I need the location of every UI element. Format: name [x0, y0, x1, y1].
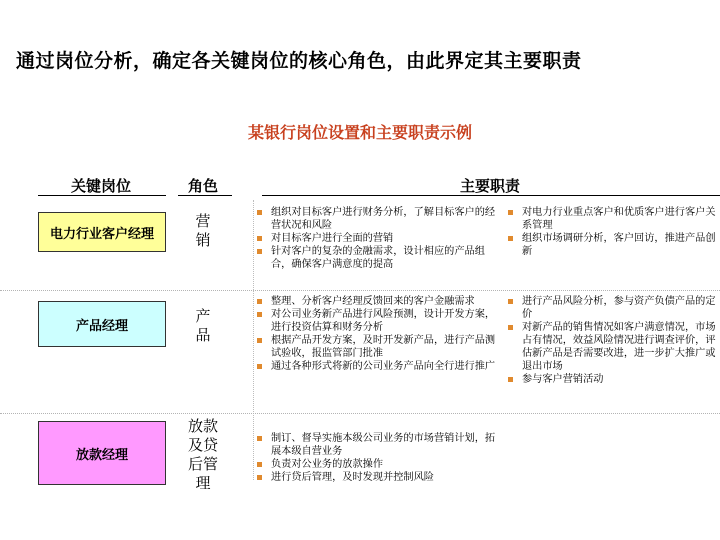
- duties-list-left: [257, 206, 503, 271]
- header-duties: 主要职责: [459, 177, 520, 195]
- list-item: 整理、分析客户经理反馈回来的客户金融需求: [257, 295, 503, 308]
- list-item: 进行贷后管理，及时发现并控制风险: [257, 471, 503, 484]
- bullet-icon: [257, 475, 262, 480]
- list-item: 组织对目标客户进行财务分析，了解目标客户的经营状况和风险: [257, 206, 503, 232]
- bullet-icon: [508, 299, 513, 304]
- bullet-icon: [257, 312, 262, 317]
- bullet-icon: [257, 462, 262, 467]
- bullet-icon: [257, 299, 262, 304]
- list-item: 根据产品开发方案，及时开发新产品，进行产品测试验收，报监管部门批准: [257, 334, 503, 360]
- bullet-icon: [257, 364, 262, 369]
- position-label: 产品经理: [75, 318, 128, 334]
- duties-list-right: [508, 206, 716, 258]
- list-item: 通过各种形式将新的公司业务产品向全行进行推广: [257, 360, 503, 373]
- bullet-icon: [508, 236, 513, 241]
- bullet-icon: [257, 210, 262, 215]
- position-label: 电力行业客户经理: [49, 226, 154, 242]
- position-box-loan-manager: [38, 421, 166, 485]
- list-item: 制订、督导实施本级公司业务的市场营销计划，拓展本级自营业务: [257, 432, 503, 458]
- duties-list-right: [508, 295, 716, 386]
- duties-list-left: [257, 432, 503, 484]
- header-position: 关键岗位: [70, 177, 131, 195]
- duties-list-left: [257, 295, 503, 373]
- header-duties-underline: [262, 195, 720, 196]
- list-item: 进行产品风险分析，参与资产负债产品的定价: [508, 295, 716, 321]
- table-title: 某银行岗位设置和主要职责示例: [247, 123, 472, 142]
- header-role-underline: [178, 195, 232, 196]
- list-item: 针对客户的复杂的金融需求，设计相应的产品组合，确保客户满意度的提高: [257, 245, 503, 271]
- bullet-icon: [508, 325, 513, 330]
- header-role: 角色: [187, 177, 218, 195]
- list-item: 组织市场调研分析，客户回访，推进产品创新: [508, 232, 716, 258]
- row-separator: [0, 290, 720, 291]
- row-separator: [0, 413, 720, 414]
- list-item: 参与客户营销活动: [508, 373, 716, 386]
- list-item: 负责对公业务的放款操作: [257, 458, 503, 471]
- bullet-icon: [508, 377, 513, 382]
- bullet-icon: [257, 236, 262, 241]
- list-item: 对新产品的销售情况如客户满意情况，市场占有情况，效益风险情况进行调查评价，评估新产品是否需要改进，进一步扩大推广或退出市场: [508, 321, 716, 373]
- position-label: 放款经理: [75, 447, 128, 463]
- list-item: 对目标客户进行全面的营销: [257, 232, 503, 245]
- position-box-electric-account-manager: [38, 212, 166, 252]
- list-item: 对电力行业重点客户和优质客户进行客户关系管理: [508, 206, 716, 232]
- role-label: 放款及贷后管理: [187, 417, 218, 492]
- page-title: 通过岗位分析，确定各关键岗位的核心角色，由此界定其主要职责: [16, 50, 582, 72]
- bullet-icon: [257, 436, 262, 441]
- list-item: 对公司业务新产品进行风险预测，设计开发方案，进行投资估算和财务分析: [257, 308, 503, 334]
- role-label: 营销: [195, 212, 211, 249]
- header-position-underline: [38, 195, 166, 196]
- bullet-icon: [257, 338, 262, 343]
- bullet-icon: [508, 210, 513, 215]
- column-divider: [253, 200, 254, 480]
- position-box-product-manager: [38, 301, 166, 347]
- role-label: 产品: [195, 307, 211, 344]
- bullet-icon: [257, 249, 262, 254]
